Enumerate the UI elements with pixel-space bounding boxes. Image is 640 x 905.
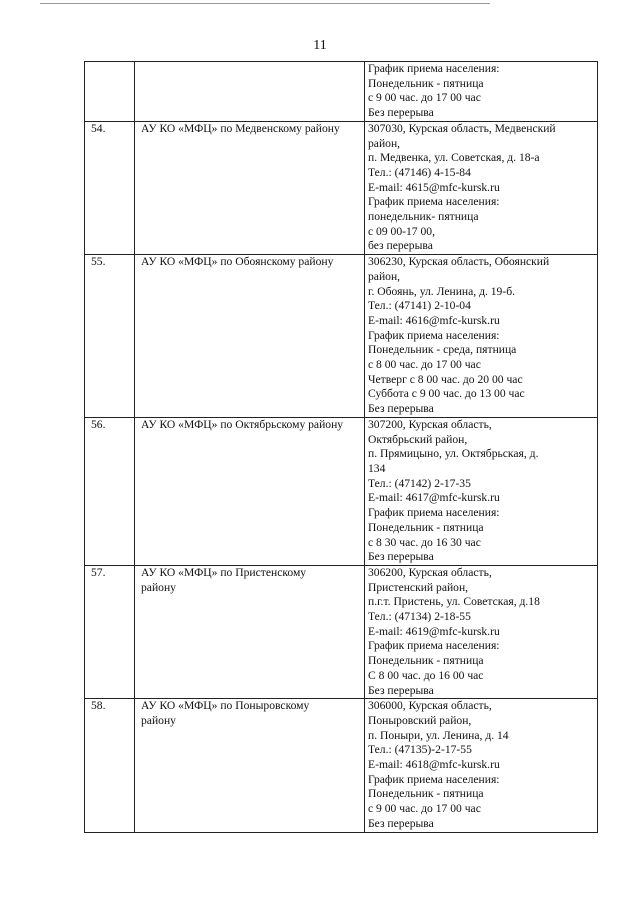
table-row bbox=[85, 255, 598, 418]
info-line: Тел.: (47134) 2-18-55 bbox=[368, 610, 471, 624]
office-info-cell bbox=[365, 417, 598, 565]
info-line: E-mail: 4619@mfc-kursk.ru bbox=[368, 624, 500, 638]
page-number: 11 bbox=[313, 38, 327, 53]
info-line: Понедельник - пятница bbox=[368, 787, 484, 801]
info-line: E-mail: 4618@mfc-kursk.ru bbox=[368, 758, 500, 772]
info-line: с 09 00-17 00, bbox=[368, 224, 435, 238]
row-number-cell: 58. bbox=[85, 699, 135, 832]
table-row bbox=[85, 699, 598, 832]
info-line: п. Медвенка, ул. Советская, д. 18-а bbox=[368, 151, 540, 165]
info-line: с 8 00 час. до 17 00 час bbox=[368, 358, 481, 372]
info-line: Тел.: (47146) 4-15-84 bbox=[368, 165, 471, 179]
info-line: График приема населения: bbox=[368, 772, 500, 786]
info-line: Без перерыва bbox=[368, 816, 434, 830]
row-number-cell: 55. bbox=[85, 255, 135, 418]
info-line: 307030, Курская область, Медвенский bbox=[368, 121, 556, 135]
info-line: п. Поныри, ул. Ленина, д. 14 bbox=[368, 728, 509, 742]
info-line: Понедельник - пятница bbox=[368, 654, 484, 668]
office-info-cell bbox=[365, 121, 598, 254]
office-name-line: району bbox=[141, 580, 176, 594]
office-name-cell bbox=[135, 699, 365, 832]
office-name-line: АУ КО «МФЦ» по Пристенскому bbox=[141, 565, 307, 579]
info-line: Без перерыва bbox=[368, 106, 434, 120]
office-name-line: АУ КО «МФЦ» по Октябрьскому району bbox=[141, 417, 344, 431]
office-name-cell bbox=[135, 417, 365, 565]
info-line: Без перерыва bbox=[368, 683, 434, 697]
mfc-registry-table bbox=[84, 61, 598, 833]
info-line: район, bbox=[368, 136, 401, 150]
info-line: г. Обоянь, ул. Ленина, д. 19-б. bbox=[368, 284, 516, 298]
info-line: 306000, Курская область, bbox=[368, 699, 492, 713]
office-name-line: АУ КО «МФЦ» по Поныровскому bbox=[141, 699, 310, 713]
info-line: Поныровский район, bbox=[368, 713, 472, 727]
row-number-cell: 56. bbox=[85, 417, 135, 565]
info-line: График приема населения: bbox=[368, 62, 500, 75]
info-line: График приема населения: bbox=[368, 639, 500, 653]
info-line: понедельник- пятница bbox=[368, 210, 479, 224]
office-info-cell bbox=[365, 565, 598, 698]
info-line: с 8 30 час. до 16 30 час bbox=[368, 535, 481, 549]
office-name-line: АУ КО «МФЦ» по Медвенскому району bbox=[141, 121, 340, 135]
info-line: Понедельник - пятница bbox=[368, 76, 484, 90]
office-info-cell bbox=[365, 62, 598, 122]
info-line: Тел.: (47142) 2-17-35 bbox=[368, 476, 471, 490]
office-name-cell bbox=[135, 121, 365, 254]
top-rule bbox=[40, 3, 490, 4]
info-line: Понедельник - пятница bbox=[368, 520, 484, 534]
info-line: С 8 00 час. до 16 00 час bbox=[368, 668, 484, 682]
info-line: График приема населения: bbox=[368, 195, 500, 209]
row-number-cell: 57. bbox=[85, 565, 135, 698]
office-name-cell bbox=[135, 255, 365, 418]
info-line: 307200, Курская область, bbox=[368, 417, 492, 431]
info-line: п. Прямицыно, ул. Октябрьская, д. bbox=[368, 447, 539, 461]
info-line: 306230, Курская область, Обоянский bbox=[368, 255, 550, 269]
info-line: E-mail: 4616@mfc-kursk.ru bbox=[368, 313, 500, 327]
info-line: Октябрьский район, bbox=[368, 432, 468, 446]
table-row bbox=[85, 417, 598, 565]
info-line: Без перерыва bbox=[368, 550, 434, 564]
info-line: 134 bbox=[368, 461, 386, 475]
info-line: без перерыва bbox=[368, 239, 433, 253]
info-line: График приема населения: bbox=[368, 506, 500, 520]
info-line: п.г.т. Пристень, ул. Советская, д.18 bbox=[368, 595, 540, 609]
info-line: E-mail: 4617@mfc-kursk.ru bbox=[368, 491, 500, 505]
office-info-cell bbox=[365, 255, 598, 418]
info-line: 306200, Курская область, bbox=[368, 565, 492, 579]
info-line: Пристенский район, bbox=[368, 580, 469, 594]
office-name-line: АУ КО «МФЦ» по Обоянскому району bbox=[141, 255, 334, 269]
info-line: район, bbox=[368, 269, 401, 283]
info-line: с 9 00 час. до 17 00 час bbox=[368, 91, 481, 105]
office-info-cell bbox=[365, 699, 598, 832]
office-name-cell bbox=[135, 565, 365, 698]
table-row-continued bbox=[85, 62, 598, 122]
info-line: Тел.: (47135)-2-17-55 bbox=[368, 743, 472, 757]
office-name-line: району bbox=[141, 713, 176, 727]
info-line: График приема населения: bbox=[368, 328, 500, 342]
info-line: Четверг с 8 00 час. до 20 00 час bbox=[368, 372, 523, 386]
info-line: E-mail: 4615@mfc-kursk.ru bbox=[368, 180, 500, 194]
info-line: Тел.: (47141) 2-10-04 bbox=[368, 299, 471, 313]
info-line: с 9 00 час. до 17 00 час bbox=[368, 802, 481, 816]
row-number-cell: 54. bbox=[85, 121, 135, 254]
office-name-cell bbox=[135, 62, 365, 122]
table-row bbox=[85, 121, 598, 254]
table-row bbox=[85, 565, 598, 698]
row-number-cell bbox=[85, 62, 135, 122]
info-line: Суббота с 9 00 час. до 13 00 час bbox=[368, 387, 525, 401]
info-line: Без перерыва bbox=[368, 402, 434, 416]
info-line: Понедельник - среда, пятница bbox=[368, 343, 517, 357]
